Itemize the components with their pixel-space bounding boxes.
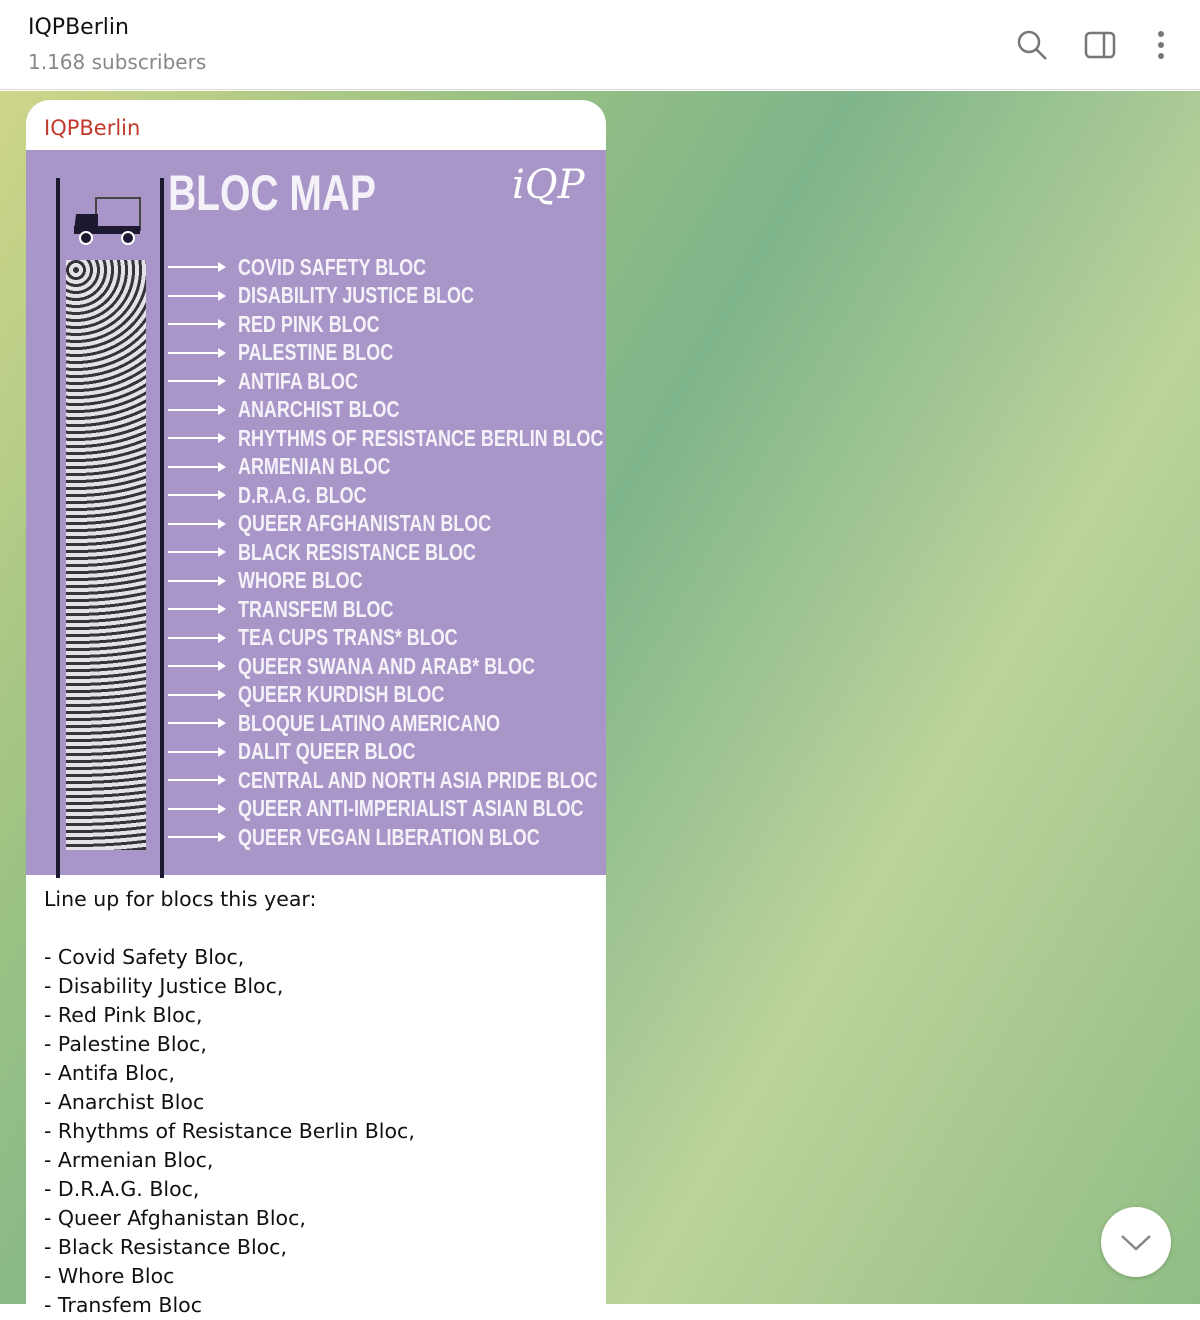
bloc-name: DALIT QUEER BLOC: [238, 738, 416, 764]
arrow-icon: [168, 323, 224, 325]
bloc-list-item: [168, 482, 403, 508]
message-line: [44, 914, 415, 943]
more-options-icon[interactable]: [1144, 28, 1178, 62]
arrow-icon: [168, 580, 224, 582]
bloc-name: QUEER SWANA AND ARAB* BLOC: [238, 652, 536, 679]
arrow-icon: [168, 551, 224, 553]
bloc-list-item: [168, 739, 465, 765]
arrow-icon: [168, 466, 224, 468]
arrow-icon: [168, 352, 224, 354]
bloc-list-item: [168, 625, 520, 651]
bloc-name: TRANSFEM BLOC: [238, 595, 394, 622]
message-line: - Transfem Bloc: [44, 1293, 202, 1317]
message-bubble: [26, 100, 606, 1320]
arrow-icon: [168, 779, 224, 781]
chevron-down-icon: [1119, 1232, 1153, 1252]
bloc-name: COVID SAFETY BLOC: [238, 253, 427, 280]
bloc-name: BLOQUE LATINO AMERICANO: [238, 709, 501, 736]
arrow-icon: [168, 637, 224, 639]
message-line: - Palestine Bloc,: [44, 1032, 207, 1056]
bloc-name: QUEER VEGAN LIBERATION BLOC: [238, 823, 540, 850]
bloc-name: QUEER KURDISH BLOC: [238, 681, 445, 707]
bloc-list-item: [168, 283, 540, 309]
bloc-name: CENTRAL AND NORTH ASIA PRIDE BLOC: [238, 766, 598, 793]
bloc-list-item: [168, 653, 619, 679]
message-line: - Covid Safety Bloc,: [44, 945, 245, 969]
bloc-list-item: [168, 511, 563, 537]
bloc-list-item: [168, 340, 437, 366]
arrow-icon: [168, 722, 224, 724]
arrow-icon: [168, 808, 224, 810]
bloc-name: QUEER ANTI-IMPERIALIST ASIAN BLOC: [238, 795, 584, 821]
subscriber-count: 1.168 subscribers: [28, 50, 207, 74]
message-line: - D.R.A.G. Bloc,: [44, 1177, 200, 1201]
arrow-icon: [168, 665, 224, 667]
bloc-list-item: [168, 454, 434, 480]
bloc-list-item: [168, 311, 419, 337]
bloc-name: ARMENIAN BLOC: [238, 453, 391, 479]
map-title: BLOC MAP: [168, 165, 376, 221]
bloc-list-item: [168, 254, 479, 280]
arrow-icon: [168, 694, 224, 696]
truck-icon: [72, 196, 144, 248]
crowd-illustration: [66, 260, 146, 850]
message-text: [44, 885, 415, 1320]
bloc-name: DISABILITY JUSTICE BLOC: [238, 282, 474, 308]
arrow-icon: [168, 523, 224, 525]
bloc-name: QUEER AFGHANISTAN BLOC: [238, 510, 492, 536]
arrow-icon: [168, 836, 224, 838]
bloc-list-item: [168, 824, 625, 850]
banner-pole: [56, 178, 60, 878]
bloc-list-item: [168, 767, 699, 793]
bloc-list-item: [168, 796, 681, 822]
arrow-icon: [168, 494, 224, 496]
banner-pole: [160, 178, 164, 878]
bloc-list-item: [168, 539, 543, 565]
bloc-name: RHYTHMS OF RESISTANCE BERLIN BLOC: [238, 424, 604, 451]
bloc-name: D.R.A.G. BLOC: [238, 481, 367, 508]
bloc-map-image[interactable]: [26, 150, 606, 875]
message-line: - Anarchist Bloc: [44, 1090, 205, 1114]
message-line: - Armenian Bloc,: [44, 1148, 214, 1172]
message-line: - Queer Afghanistan Bloc,: [44, 1206, 306, 1230]
arrow-icon: [168, 295, 224, 297]
message-line: - Red Pink Bloc,: [44, 1003, 203, 1027]
bloc-name: TEA CUPS TRANS* BLOC: [238, 624, 458, 650]
bloc-name: PALESTINE BLOC: [238, 339, 394, 365]
message-line: - Whore Bloc: [44, 1264, 175, 1288]
bloc-list-item: [168, 568, 398, 594]
message-line: Line up for blocs this year:: [44, 887, 317, 911]
scroll-down-button[interactable]: [1101, 1207, 1171, 1277]
bloc-list-item: [168, 425, 707, 451]
bloc-list-item: [168, 397, 445, 423]
bloc-name: RED PINK BLOC: [238, 310, 380, 337]
chat-header: [0, 0, 1200, 90]
chat-area: [0, 91, 1200, 1317]
arrow-icon: [168, 608, 224, 610]
bloc-name: BLACK RESISTANCE BLOC: [238, 538, 476, 565]
bloc-list-item: [168, 368, 392, 394]
arrow-icon: [168, 437, 224, 439]
bloc-name: ANTIFA BLOC: [238, 367, 358, 394]
arrow-icon: [168, 380, 224, 382]
search-icon[interactable]: [1015, 28, 1049, 62]
message-line: - Rhythms of Resistance Berlin Bloc,: [44, 1119, 415, 1143]
message-line: - Black Resistance Bloc,: [44, 1235, 287, 1259]
bloc-list-item: [168, 682, 503, 708]
channel-title[interactable]: IQPBerlin: [28, 15, 129, 40]
iqp-logo: iQP: [512, 162, 585, 208]
message-author[interactable]: IQPBerlin: [44, 116, 141, 140]
sidebar-toggle-icon[interactable]: [1083, 28, 1117, 62]
bloc-name: WHORE BLOC: [238, 567, 363, 593]
message-line: - Antifa Bloc,: [44, 1061, 176, 1085]
bloc-list-item: [168, 710, 574, 736]
arrow-icon: [168, 751, 224, 753]
bloc-list-item: [168, 596, 437, 622]
arrow-icon: [168, 409, 224, 411]
message-line: - Disability Justice Bloc,: [44, 974, 284, 998]
arrow-icon: [168, 266, 224, 268]
bloc-name: ANARCHIST BLOC: [238, 396, 400, 422]
